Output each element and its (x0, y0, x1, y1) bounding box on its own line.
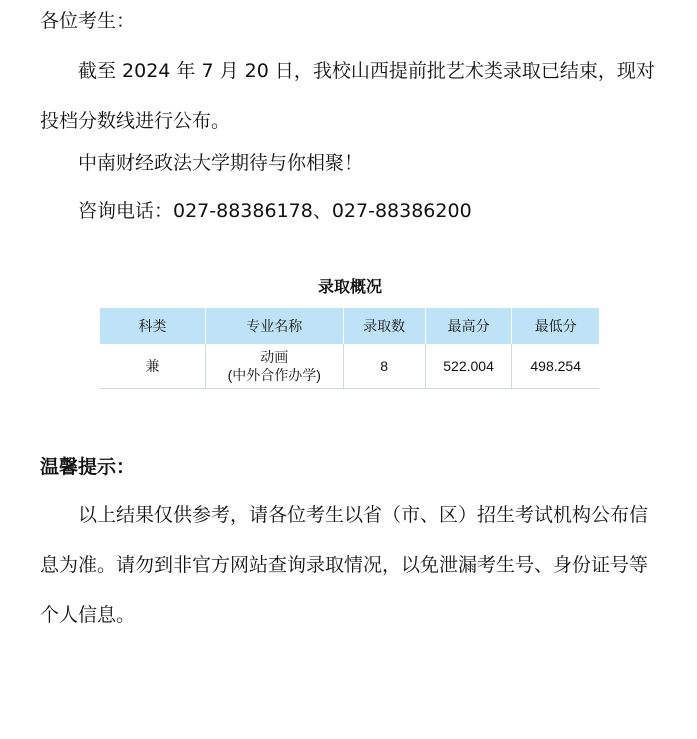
welcome-text: 中南财经政法大学期待与你相聚！ (78, 152, 364, 174)
cell-admitted: 8 (343, 344, 425, 389)
table-header-row (100, 308, 599, 344)
major-name: 动画 (260, 349, 289, 365)
tips-body: 以上结果仅供参考，请各位考生以省（市、区）招生考试机构公布信息为准。请勿到非官方网站查询录取情况，以免泄漏考生号、身份证号等个人信息。 (40, 504, 649, 626)
header-min-score: 最低分 (512, 308, 599, 344)
cell-max-score: 522.004 (425, 344, 512, 389)
header-max-score: 最高分 (425, 308, 512, 344)
major-note: (中外合作办学) (227, 367, 321, 383)
tips-heading: 温馨提示： (40, 456, 136, 478)
header-category: 科类 (100, 308, 205, 344)
table-row (100, 344, 599, 389)
table-title: 录取概况 (317, 279, 382, 296)
header-major: 专业名称 (205, 308, 343, 344)
contact-phone-text: 咨询电话：027-88386178、027-88386200 (78, 200, 472, 222)
cell-min-score: 498.254 (512, 344, 599, 389)
header-admitted: 录取数 (343, 308, 425, 344)
admission-summary-table (100, 308, 599, 389)
announcement-paragraph: 截至 2024 年 7 月 20 日，我校山西提前批艺术类录取已结束，现对投档分数线进行公布。 (40, 60, 655, 132)
greeting-text: 各位考生： (40, 10, 136, 32)
cell-major (205, 344, 343, 389)
cell-category: 兼 (100, 344, 205, 389)
